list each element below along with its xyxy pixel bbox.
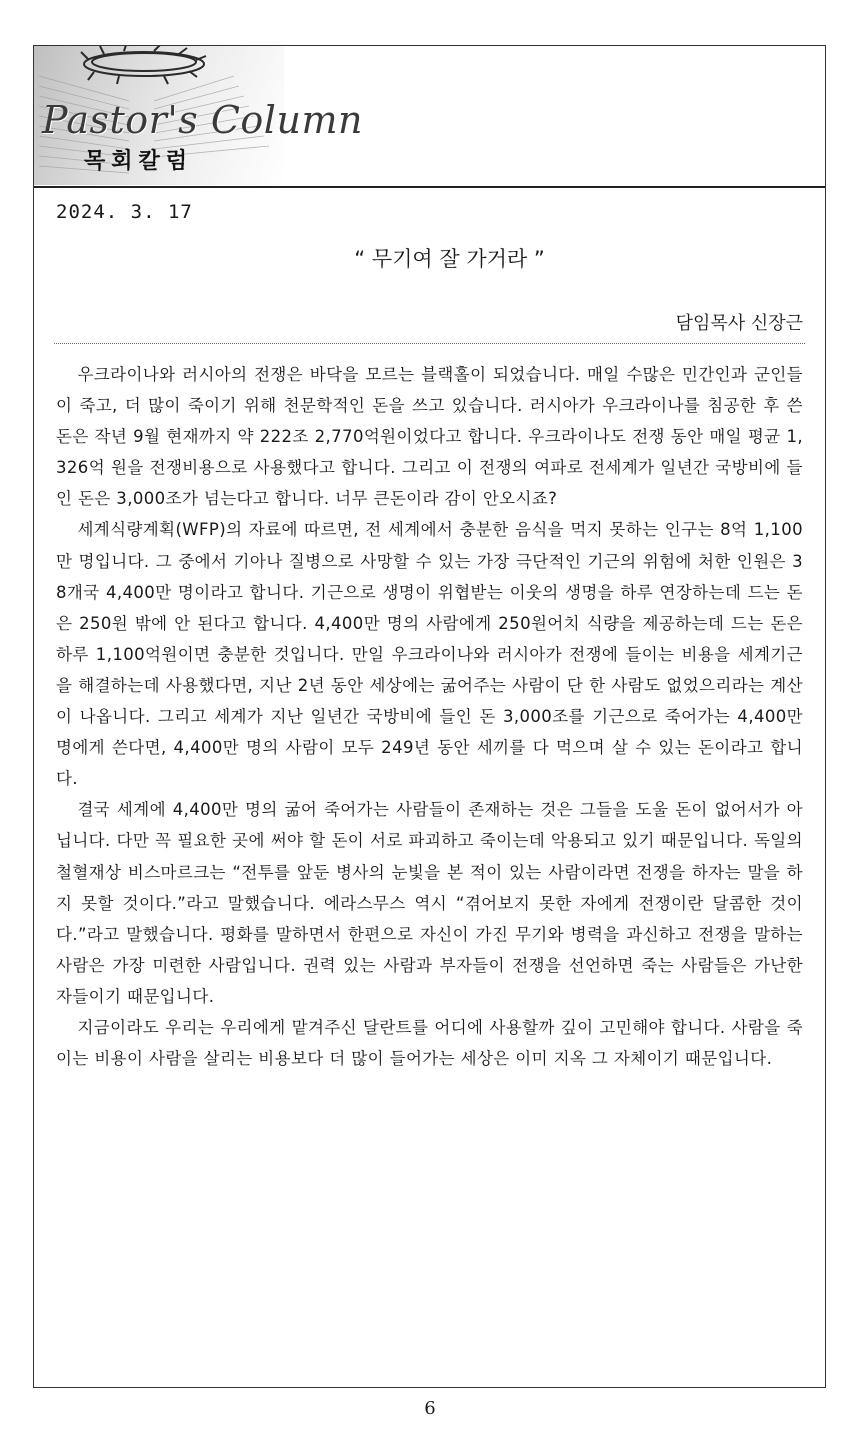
column-title-ko: 목회칼럼: [84, 149, 194, 174]
paragraph-4: 지금이라도 우리는 우리에게 맡겨주신 달란트를 어디에 사용할까 깊이 고민해야 합니다. 사람을 죽이는 비용이 사람을 살리는 비용보다 더 많이 들어가는 세상은 이미 지옥 그 자체이기 때문입니다.: [56, 1017, 803, 1069]
column-date: 2024. 3. 17: [56, 201, 193, 223]
paragraph-2: 세계식량계획(WFP)의 자료에 따르면, 전 세계에서 충분한 음식을 먹지 못하는 인구는 8억 1,100만 명입니다. 그 중에서 기아나 질병으로 사망할 수 있는 가장 극단적인 기근의 위험에 처한 인원은 38개국 4,400만 명이라고 합니다. 기근으로 생명이 위협받는 이웃의 생명을 하루 연장하는데 드는 돈은 250원 밖에 안 된다고 합니다. 4,400만 명의 사람에게 250원어치 식량을 제공하는데 드는 돈은 하루 1,100억원이면 충분한 것입니다. 만일 우크라이나와 러시아가 전쟁에 들이는 비용을 세계기근을 해결하는데 사용했다면, 지난 2년 동안 세상에는 굶어주는 사람이 단 한 사람도 없었으리라는 계산이 나옵니다. 그리고 세계가 지난 일년간 국방비에 들인 돈 3,000조를 기근으로 죽어가는 4,400만 명에게 쓴다면, 4,400만 명의 사람이 모두 249년 동안 세끼를 다 먹으며 살 수 있는 돈이라고 합니다.: [56, 520, 803, 789]
paragraph-1: 우크라이나와 러시아의 전쟁은 바닥을 모르는 블랙홀이 되었습니다. 매일 수많은 민간인과 군인들이 죽고, 더 많이 죽이기 위해 천문학적인 돈을 쓰고 있습니다. 러시아가 우크라이나를 침공한 후 쓴 돈은 작년 9월 현재까지 약 222조 2,770억원이었다고 합니다. 우크라이나도 전쟁 동안 매일 평균 1,326억 원을 전쟁비용으로 사용했다고 합니다. 그리고 이 전쟁의 여파로 전세계가 일년간 국방비에 들인 돈은 3,000조가 넘는다고 합니다. 너무 큰돈이라 감이 안오시죠?: [56, 365, 803, 509]
paragraph-3: 결국 세계에 4,400만 명의 굶어 죽어가는 사람들이 존재하는 것은 그들을 도울 돈이 없어서가 아닙니다. 다만 꼭 필요한 곳에 써야 할 돈이 서로 파괴하고 죽이는데 악용되고 있기 때문입니다. 독일의 철혈재상 비스마르크는 “전투를 앞둔 병사의 눈빛을 본 적이 있는 사람이라면 전쟁을 하자는 말을 하지 못할 것이다.”라고 말했습니다. 에라스무스 역시 “겪어보지 못한 자에게 전쟁이란 달콤한 것이다.”라고 말했습니다. 평화를 말하면서 한편으로 자신이 가진 무기와 병력을 과신하고 전쟁을 말하는 사람은 가장 미련한 사람입니다. 권력 있는 사람과 부자들이 전쟁을 선언하면 죽는 사람들은 가난한 자들이기 때문입니다.: [56, 800, 803, 1006]
column-header: [34, 46, 825, 188]
article-title: “ 무기여 잘 가거라 ”: [354, 247, 545, 271]
column-title-en: Pastor's Column: [42, 98, 363, 142]
article-author: 담임목사 신장근: [675, 313, 803, 334]
article-body: [56, 359, 803, 1074]
column-frame: [33, 45, 826, 1388]
page-number: 6: [424, 1398, 436, 1419]
dotted-divider: [54, 343, 805, 344]
